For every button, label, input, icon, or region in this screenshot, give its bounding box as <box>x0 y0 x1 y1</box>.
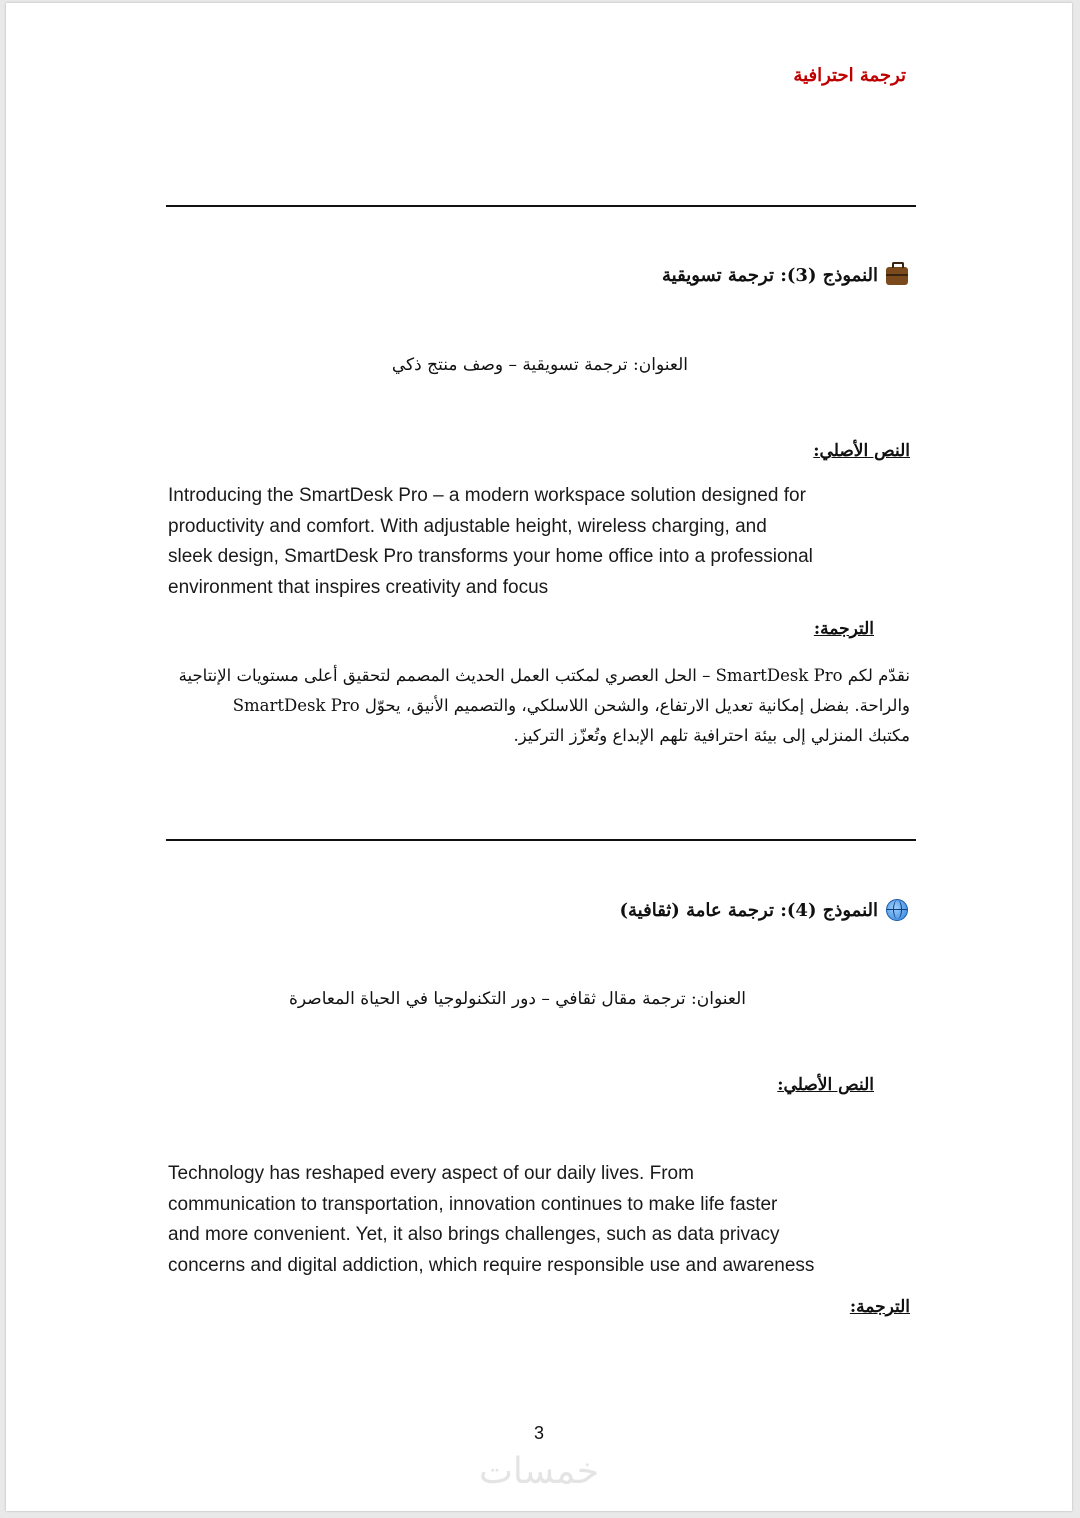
text-line: concerns and digital addiction, which require responsible use and awareness <box>168 1254 815 1276</box>
sample3-original-text <box>168 481 888 603</box>
sample4-original-text <box>168 1159 898 1281</box>
text-line: productivity and comfort. With adjustable height, wireless charging, and <box>168 515 767 537</box>
sample4-translation-label: الترجمة: <box>849 1297 910 1317</box>
document-page <box>6 3 1072 1511</box>
text-line: والراحة. بفضل إمكانية تعديل الارتفاع، والشحن اللاسلكي، والتصميم الأنيق، يحوّل SmartDesk Pro <box>232 696 910 715</box>
briefcase-icon <box>886 267 908 285</box>
header-title: ترجمة احترافية <box>793 65 906 86</box>
sample3-original-label: النص الأصلي: <box>813 441 910 461</box>
watermark: خمسات <box>478 1451 600 1492</box>
sample3-heading-text: النموذج (3): ترجمة تسويقية <box>662 265 878 286</box>
text-line: Introducing the SmartDesk Pro – a modern workspace solution designed for <box>168 485 806 506</box>
sample4-heading <box>620 899 909 921</box>
globe-icon <box>886 899 908 921</box>
text-line: environment that inspires creativity and focus <box>168 576 549 598</box>
section-divider <box>166 839 916 841</box>
section-divider <box>166 205 916 207</box>
text-line: sleek design, SmartDesk Pro transforms your home office into a professional <box>168 546 813 567</box>
sample3-translation-text <box>160 661 910 751</box>
text-line: مكتبك المنزلي إلى بيئة احترافية تلهم الإبداع وتُعزّز التركيز. <box>513 726 910 745</box>
sample4-heading-text: النموذج (4): ترجمة عامة (ثقافية) <box>619 899 878 921</box>
text-line: communication to transportation, innovation continues to make life faster <box>168 1193 778 1215</box>
sample4-subtitle: العنوان: ترجمة مقال ثقافي – دور التكنولوجيا في الحياة المعاصرة <box>288 989 746 1009</box>
text-line: نقدّم لكم SmartDesk Pro – الحل العصري لمكتب العمل الحديث المصمم لتحقيق أعلى مستويات الإنتاجية <box>178 666 910 685</box>
text-line: and more convenient. Yet, it also brings challenges, such as data privacy <box>168 1224 780 1245</box>
sample3-subtitle: العنوان: ترجمة تسويقية – وصف منتج ذكي <box>391 355 688 375</box>
page-number: 3 <box>533 1423 544 1443</box>
sample4-original-label: النص الأصلي: <box>777 1075 874 1095</box>
text-line: Technology has reshaped every aspect of our daily lives. From <box>168 1163 694 1184</box>
sample3-translation-label: الترجمة: <box>813 619 874 639</box>
sample3-heading <box>662 265 908 286</box>
